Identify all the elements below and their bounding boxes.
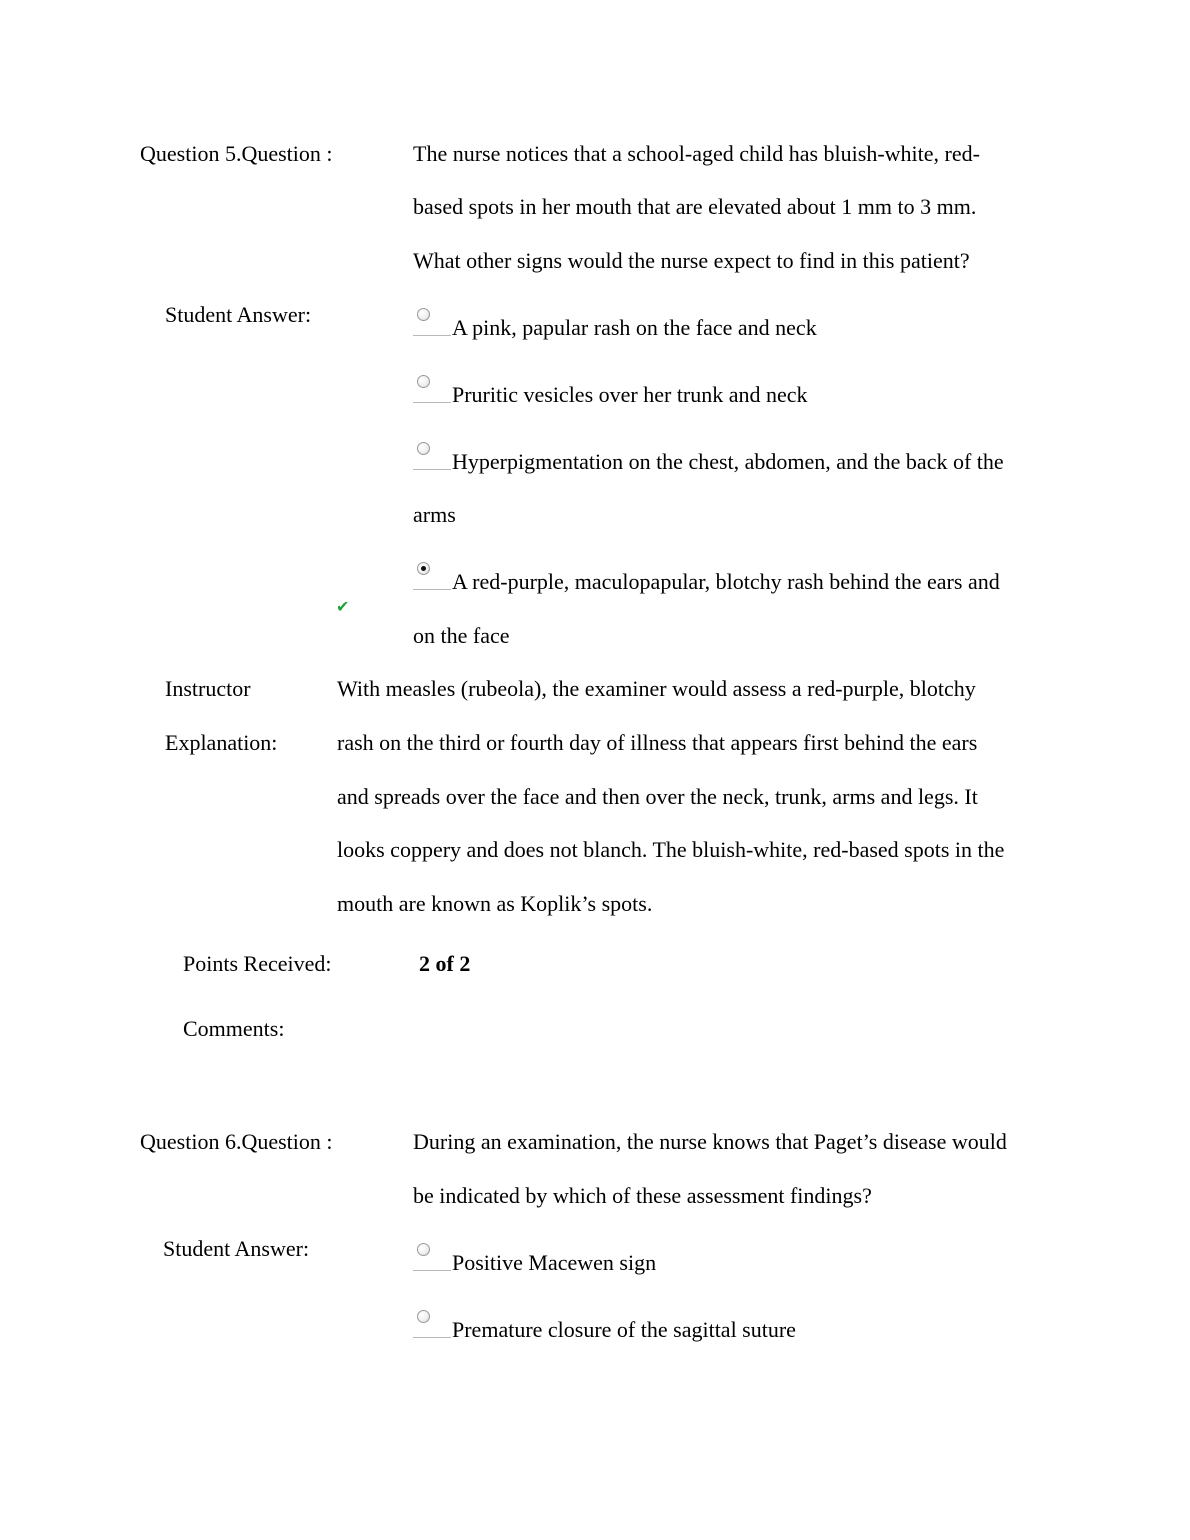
student-answer-label: Student Answer: <box>165 302 312 327</box>
explanation-line-5: mouth are known as Koplik’s spots. <box>337 891 653 916</box>
radio-button-icon[interactable] <box>417 1310 430 1323</box>
question-5-text-line-1: The nurse notices that a school-aged child has bluish-white, red- <box>413 141 980 166</box>
answer-option-label: Pruritic vesicles over her trunk and neck <box>452 382 808 407</box>
explanation-line-4: looks coppery and does not blanch. The bluish-white, red-based spots in the <box>337 837 1005 862</box>
option-underline <box>413 1337 451 1338</box>
option-underline <box>413 402 451 403</box>
radio-button-icon[interactable] <box>417 1243 430 1256</box>
answer-option-label: Positive Macewen sign <box>452 1250 657 1275</box>
question-5-text-line-3: What other signs would the nurse expect to find in this patient? <box>413 248 970 273</box>
explanation-line-3: and spreads over the face and then over the neck, trunk, arms and legs. It <box>337 784 978 809</box>
option-underline <box>413 469 451 470</box>
answer-option-label: A pink, papular rash on the face and neck <box>452 315 817 340</box>
radio-button-selected-icon[interactable] <box>417 562 430 575</box>
question-6-text-line-1: During an examination, the nurse knows that Paget’s disease would <box>413 1129 1007 1154</box>
answer-option-label-continued: arms <box>413 502 456 527</box>
radio-button-icon[interactable] <box>417 442 430 455</box>
option-underline <box>413 335 451 336</box>
comments-label: Comments: <box>183 1016 285 1041</box>
answer-option-label: Premature closure of the sagittal suture <box>452 1317 796 1342</box>
points-received-value: 2 of 2 <box>419 951 471 976</box>
radio-button-icon[interactable] <box>417 308 430 321</box>
explanation-line-1: With measles (rubeola), the examiner would assess a red-purple, blotchy <box>337 676 976 701</box>
student-answer-label: Student Answer: <box>163 1236 310 1261</box>
instructor-explanation-label-1: Instructor <box>165 676 251 701</box>
radio-button-icon[interactable] <box>417 375 430 388</box>
question-5-text-line-2: based spots in her mouth that are elevated about 1 mm to 3 mm. <box>413 194 977 219</box>
answer-option-label: Hyperpigmentation on the chest, abdomen, and the back of the <box>452 449 1004 474</box>
answer-option-label: A red-purple, maculopapular, blotchy rash behind the ears and <box>452 569 1000 594</box>
option-underline <box>413 1270 451 1271</box>
explanation-line-2: rash on the third or fourth day of illness that appears first behind the ears <box>337 730 978 755</box>
question-6-text-line-2: be indicated by which of these assessment findings? <box>413 1183 872 1208</box>
answer-option-label-continued: on the face <box>413 623 510 648</box>
instructor-explanation-label-2: Explanation: <box>165 730 278 755</box>
question-6-heading: Question 6.Question : <box>140 1129 333 1154</box>
points-received-label: Points Received: <box>183 951 332 976</box>
question-5-heading: Question 5.Question : <box>140 141 333 166</box>
option-underline <box>413 589 451 590</box>
check-icon: ✔ <box>336 597 350 616</box>
